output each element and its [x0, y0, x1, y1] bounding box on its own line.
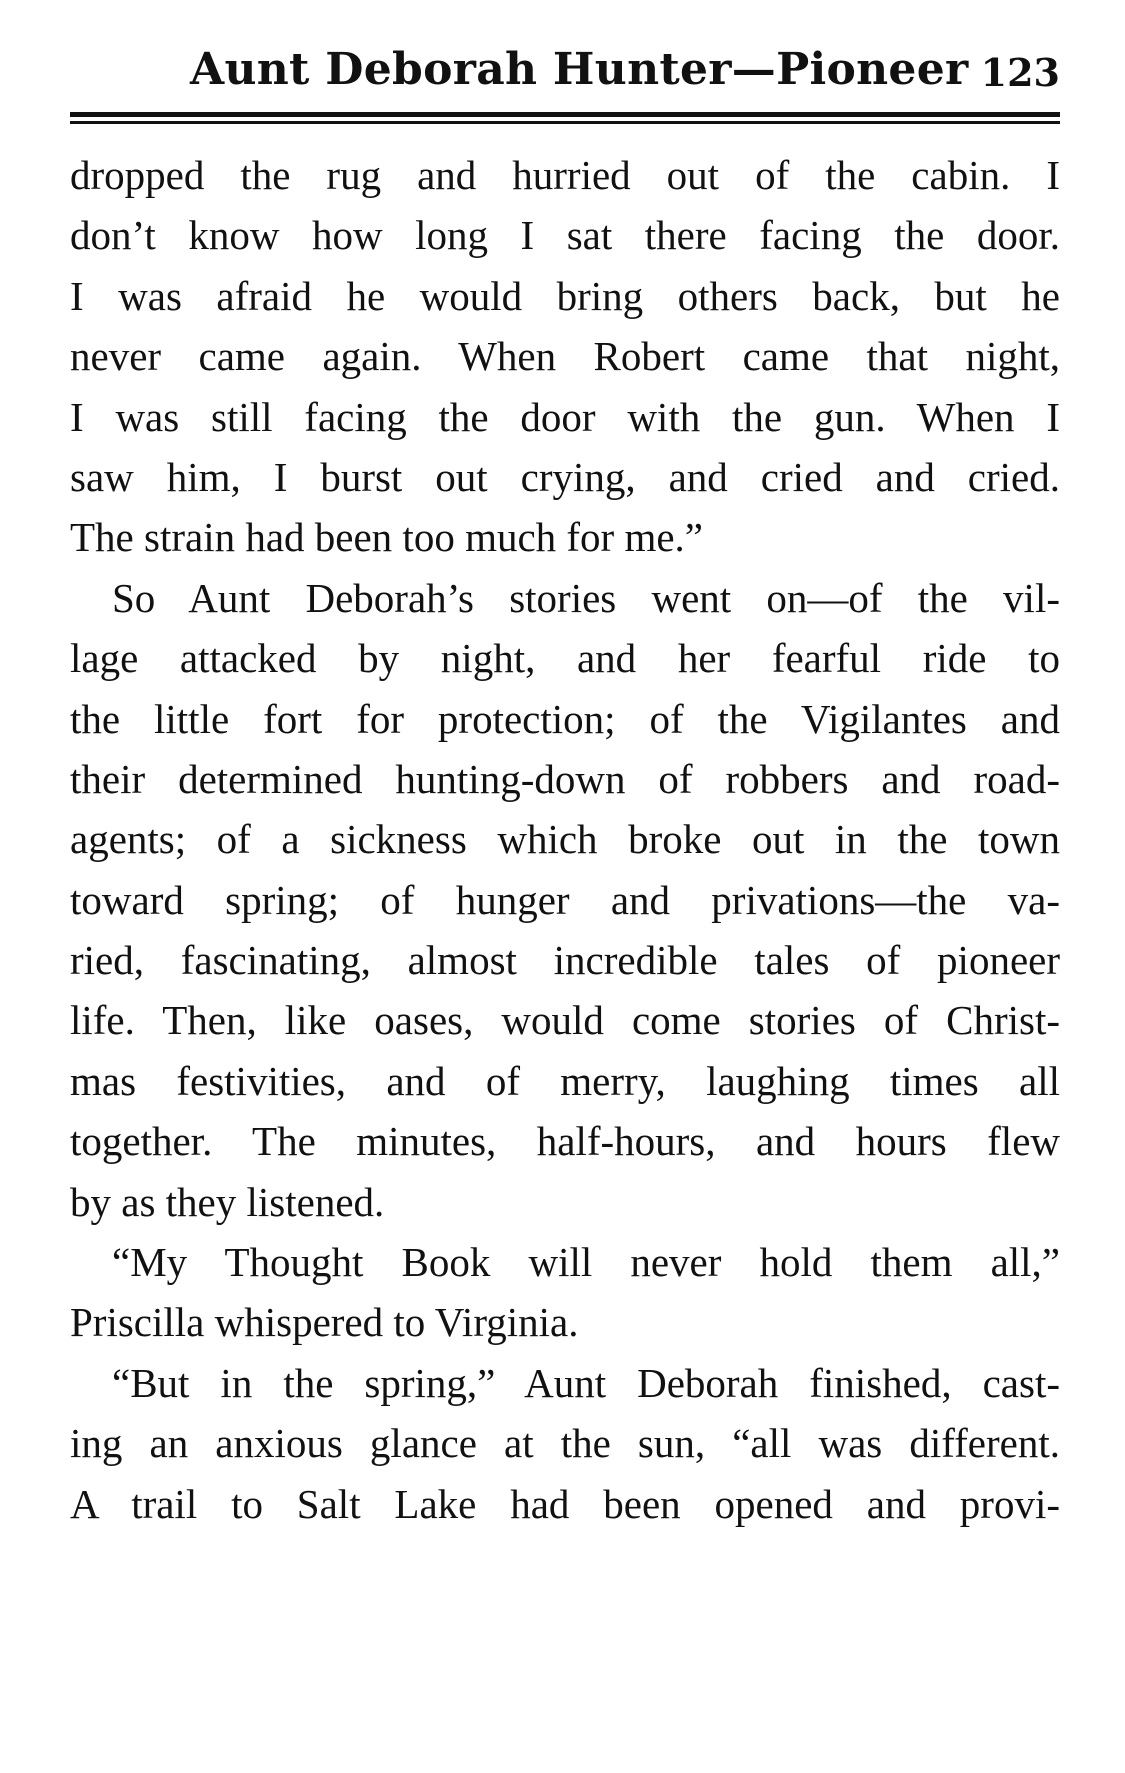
text-line: The strain had been too much for me.”	[70, 514, 703, 561]
paragraph-2	[70, 568, 1060, 1232]
paragraph-4	[70, 1353, 1060, 1534]
text-line: I was afraid he would bring others back, but he	[70, 272, 1060, 319]
body-text	[70, 145, 1060, 1534]
text-line: Priscilla whispered to Virginia.	[70, 1299, 579, 1346]
text-line: ried, fascinating, almost incredible tales of pioneer	[70, 937, 1060, 984]
text-line: by as they listened.	[70, 1178, 385, 1225]
text-line: never came again. When Robert came that night,	[70, 333, 1060, 380]
text-line: lage attacked by night, and her fearful ride to	[70, 635, 1060, 682]
running-title: Aunt Deborah Hunter—Pioneer	[190, 44, 969, 95]
text-line: their determined hunting-down of robbers and road-	[70, 755, 1060, 802]
text-line: ing an anxious glance at the sun, “all was different.	[70, 1420, 1060, 1467]
text-line: I was still facing the door with the gun. When I	[70, 393, 1060, 440]
running-head	[70, 40, 1060, 110]
paragraph-3	[70, 1232, 1060, 1353]
text-line: dropped the rug and hurried out of the cabin. I	[70, 152, 1060, 198]
text-line: don’t know how long I sat there facing the door.	[70, 212, 1060, 259]
text-line: life. Then, like oases, would come stories of Christ-	[70, 997, 1060, 1044]
text-line: “My Thought Book will never hold them all,”	[112, 1239, 1060, 1286]
text-line: “But in the spring,” Aunt Deborah finished, cast-	[112, 1359, 1060, 1406]
text-line: So Aunt Deborah’s stories went on—of the vil-	[112, 574, 1060, 621]
text-line: the little fort for protection; of the Vigilantes and	[70, 695, 1060, 742]
text-line: agents; of a sickness which broke out in the town	[70, 816, 1060, 863]
header-double-rule	[70, 112, 1060, 130]
text-line: toward spring; of hunger and privations—the va-	[70, 876, 1060, 923]
header-rule-thin	[70, 121, 1060, 124]
header-rule-thick	[70, 112, 1060, 117]
text-line: mas festivities, and of merry, laughing times all	[70, 1057, 1060, 1104]
page-number: 123	[980, 50, 1060, 95]
text-line: A trail to Salt Lake had been opened and provi-	[70, 1480, 1060, 1527]
text-line: saw him, I burst out crying, and cried and cried.	[70, 453, 1060, 500]
text-line: together. The minutes, half-hours, and hours flew	[70, 1118, 1060, 1165]
paragraph-1	[70, 145, 1060, 568]
